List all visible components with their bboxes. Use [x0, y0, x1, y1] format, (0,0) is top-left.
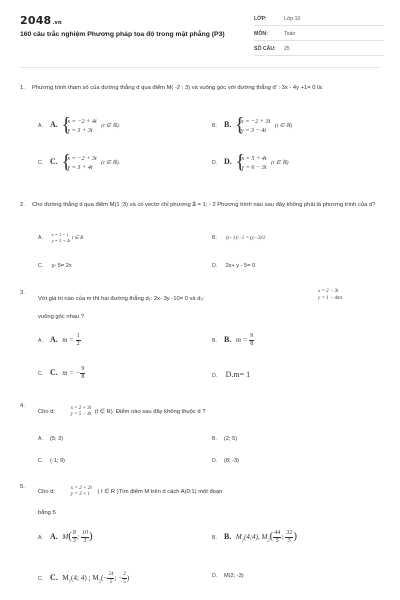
header-divider — [20, 67, 380, 68]
option-5b[interactable]: B. B. $M_1(4;4)$, $M_2$( $\frac{44}{5}$ ; $\frac{32}{5}$ ) — [212, 530, 298, 544]
option-1b[interactable]: B. B. { x = −2 + 3t y = 3 − 4t (t ∈ ℝ) — [212, 117, 292, 135]
question-text: Với giá trị nào của m thì hai đường thẳng d₁: 2x- 3y -10= 0 và d₂: — [38, 296, 205, 302]
option-2c[interactable]: C. y- 5= 2x — [38, 263, 72, 269]
brand-logo: 2048.vn — [20, 14, 62, 27]
question-number: 2. — [20, 202, 25, 208]
option-3d[interactable]: D. D.m= 1 — [212, 370, 251, 379]
question-number: 3. — [20, 290, 25, 296]
question-text: Cho d: x = 2 + 3t y = 5 − 4t (t ∈ R). Điểm nào sau đây không thuộc d ? — [38, 406, 206, 417]
option-1a[interactable]: A. A. { x = −2 + 4t y = 3 + 3t (t ∈ ℝ). — [38, 117, 120, 135]
answer-math: $M_1(4;4)$, $M_2$( $\frac{44}{5}$ ; $\frac{32}{5}$ ) — [235, 530, 298, 544]
option-5c[interactable]: C. C. $M_1(4$; 4) ; $M_2(-$ $\frac{24}{5}$ ; − $\frac{2}{5}$ ) — [38, 572, 130, 585]
meta-value: 25 — [284, 46, 290, 52]
question-text-continued: vuông góc nhau ? — [38, 314, 85, 320]
param-system: x = 2 + 2t y = 3 + t — [70, 485, 92, 497]
document-title: 160 câu trắc nghiệm Phương pháp tọa độ trong mặt phẳng (P3) — [20, 31, 225, 38]
param-system: x = 2 + 3t y = 5 − 4t — [70, 406, 92, 417]
option-3b[interactable]: B. B. m = $\frac{9}{8}$ — [212, 333, 254, 347]
option-3a[interactable]: A. A. m = $\frac{1}{2}$ — [38, 333, 80, 347]
option-2b[interactable]: B. (x−1)/−1 = (y−3)/2 — [212, 235, 266, 241]
question-number: 1. — [20, 85, 25, 91]
option-2d[interactable]: D. 2x+ y - 5= 0 — [212, 263, 256, 269]
meta-row-count — [254, 44, 384, 56]
meta-key: SỐ CÂU: — [254, 46, 276, 52]
question-number: 5. — [20, 484, 25, 490]
meta-value: Toán — [284, 31, 296, 37]
option-5d[interactable]: D. M(2; -3) — [212, 573, 244, 579]
meta-value: Lớp 10 — [284, 16, 301, 22]
option-4d[interactable]: D. (8; -3) — [212, 458, 239, 464]
question-text: Cho d: x = 2 + 2t y = 3 + t ( t ∈ R )Tìm điểm M trên d cách A(0;1) một đoạn — [38, 485, 223, 497]
param-system: { x = 5 + 4t y = 6 − 3t — [236, 154, 266, 172]
question-text: Cho đường thẳng d qua điểm M(1 ;3) và có vectơ chỉ phương a⃗ = 1; - 2 Phương trình nào sau đây không phải là phương trình của d? — [32, 202, 376, 208]
fraction: $\frac{9}{8}$ — [81, 366, 85, 380]
param-system: x = 1 − t y = 3 + 2t — [51, 232, 71, 243]
option-5a[interactable]: A. A. M( $\frac{8}{3}$ ; $\frac{10}{3}$ ) — [38, 530, 93, 544]
fraction: $\frac{9}{8}$ — [250, 333, 254, 347]
meta-row-class — [254, 14, 384, 26]
option-2a[interactable]: A. x = 1 − t y = 3 + 2t t ∈ R — [38, 232, 84, 243]
option-1d[interactable]: D. D. { x = 5 + 4t y = 6 − 3t (t ∈ ℝ) — [212, 154, 289, 172]
answer-math: $M_1(4$; 4) ; $M_2(-$ $\frac{24}{5}$ ; − $\frac{2}{5}$ ) — [62, 572, 130, 585]
meta-key: LỚP: — [254, 16, 267, 22]
param-system: { x = −2 + 4t y = 3 + 3t — [62, 117, 96, 135]
fraction: $\frac{1}{2}$ — [76, 333, 80, 347]
meta-key: MÔN: — [254, 31, 268, 37]
option-4b[interactable]: B. (2; 5) — [212, 436, 238, 442]
option-4c[interactable]: C. (-1; 9) — [38, 458, 65, 464]
param-system: { x = −2 + 3t y = 3 + 4t — [62, 154, 96, 172]
meta-row-subject — [254, 29, 384, 41]
question-text: Phương trình tham số của đường thẳng d qua điểm M( -2 ; 3) và vuông góc với đường thẳng d' : 3x - 4y +1= 0 là: — [32, 85, 324, 91]
question-text-continued: bằng 5 — [38, 510, 56, 516]
answer-math: M( $\frac{8}{3}$ ; $\frac{10}{3}$ ) — [62, 530, 93, 544]
param-system: { x = −2 + 3t y = 3 − 4t — [236, 117, 270, 135]
param-system: x = 2 − 3t y = 1 − 4mt — [318, 289, 342, 301]
option-1c[interactable]: C. C. { x = −2 + 3t y = 3 + 4t (t ∈ ℝ). — [38, 154, 120, 172]
option-3c[interactable]: C. C. m = − $\frac{9}{8}$ — [38, 366, 85, 380]
question-number: 4. — [20, 403, 25, 409]
option-4a[interactable]: A. (5; 3) — [38, 436, 64, 442]
